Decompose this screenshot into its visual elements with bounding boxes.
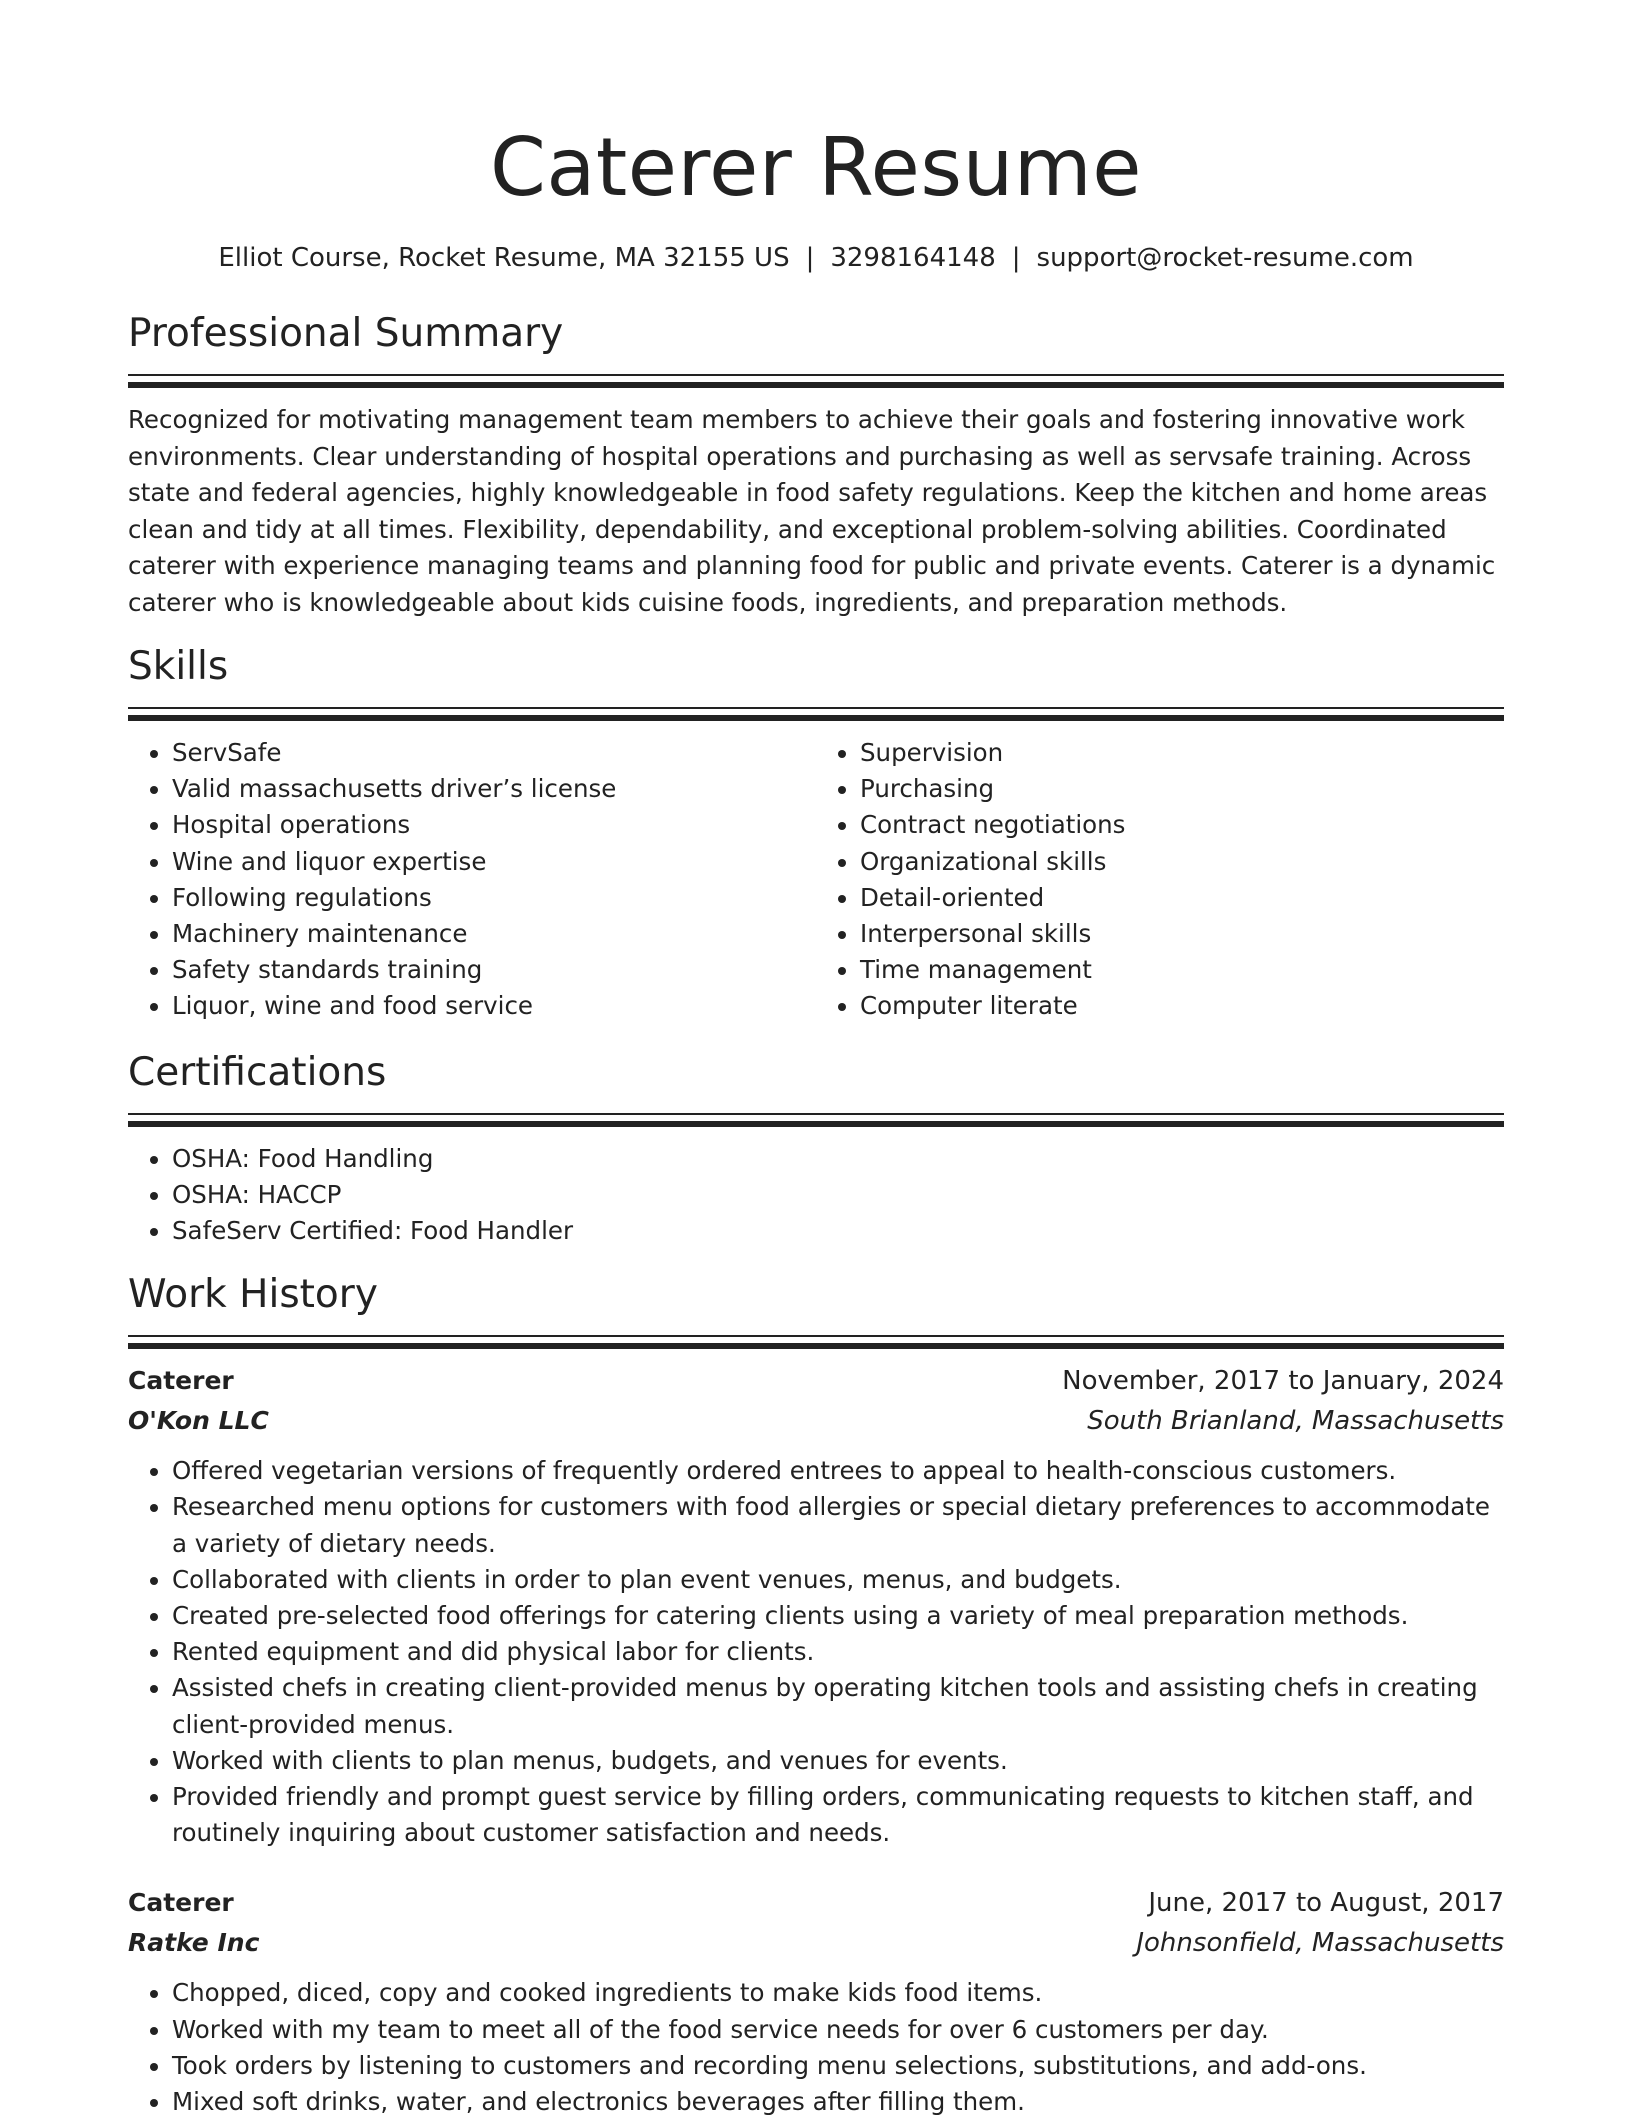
skills-grid (128, 735, 1504, 1025)
certifications-section (128, 1049, 1504, 1250)
skill-item: • Supervision (860, 735, 1504, 771)
skill-item: • Interpersonal skills (860, 916, 1504, 952)
job-bullet: • Worked with clients to plan menus, budgets, and venues for events. (172, 1743, 1504, 1779)
section-divider-thick (128, 1121, 1504, 1127)
section-divider (128, 1113, 1504, 1115)
job-bullet: • Rented equipment and did physical labor for clients. (172, 1634, 1504, 1670)
section-divider (128, 1335, 1504, 1337)
section-heading-skills: Skills (128, 644, 229, 689)
summary-section (128, 310, 1504, 621)
skills-section (128, 643, 1504, 1025)
skill-item: • Safety standards training (172, 952, 816, 988)
section-heading-work-history: Work History (128, 1272, 378, 1318)
job-header (128, 1361, 1504, 1401)
job-bullet: • Collaborated with clients in order to plan event venues, menus, and budgets. (172, 1562, 1504, 1598)
skill-item: • Hospital operations (172, 807, 816, 843)
job-bullets (128, 1975, 1504, 2120)
skill-item: • Computer literate (860, 988, 1504, 1024)
section-divider-thick (128, 382, 1504, 388)
job-dates: June, 2017 to August, 2017 (1148, 1888, 1504, 1919)
job-entry (128, 1361, 1504, 1851)
job-bullet: • Chopped, diced, copy and cooked ingredients to make kids food items. (172, 1975, 1504, 2011)
contact-phone: 3298164148 (830, 243, 996, 273)
skills-list-right (816, 735, 1504, 1025)
skill-item: • Wine and liquor expertise (172, 844, 816, 880)
job-bullet: • Researched menu options for customers with food allergies or special dietary preferences to accommodate a variety of dietary needs. (172, 1489, 1504, 1561)
job-dates: November, 2017 to January, 2024 (1062, 1366, 1504, 1397)
skill-item: • Organizational skills (860, 844, 1504, 880)
job-location: South Brianland, Massachusetts (1087, 1406, 1504, 1437)
skill-item: • Time management (860, 952, 1504, 988)
job-location: Johnsonfield, Massachusetts (1136, 1928, 1504, 1959)
job-company: O'Kon LLC (128, 1406, 269, 1436)
section-divider-thick (128, 1343, 1504, 1349)
job-subheader (128, 1923, 1504, 1963)
job-bullet: • Offered vegetarian versions of frequently ordered entrees to appeal to health-conscious customers. (172, 1453, 1504, 1489)
contact-address: Elliot Course, Rocket Resume, MA 32155 US (218, 243, 790, 273)
section-heading-summary: Professional Summary (128, 311, 564, 356)
skill-item: • Detail-oriented (860, 880, 1504, 916)
certification-item: • OSHA: HACCP (172, 1177, 1504, 1213)
job-title: Caterer (128, 1888, 234, 1918)
section-divider (128, 707, 1504, 709)
job-bullet: • Worked with my team to meet all of the food service needs for over 6 customers per day. (172, 2012, 1504, 2048)
contact-line (128, 240, 1504, 276)
job-bullet: • Provided friendly and prompt guest service by filling orders, communicating requests to kitchen staff, and routinely inquiring about customer satisfaction and needs. (172, 1779, 1504, 1851)
job-bullet: • Mixed soft drinks, water, and electronics beverages after filling them. (172, 2084, 1504, 2120)
skill-item: • Machinery maintenance (172, 916, 816, 952)
section-divider-thick (128, 715, 1504, 721)
skill-item: • ServSafe (172, 735, 816, 771)
job-title: Caterer (128, 1366, 234, 1396)
skill-item: • Liquor, wine and food service (172, 988, 816, 1024)
section-heading-certifications: Certifications (128, 1049, 387, 1095)
job-company: Ratke Inc (128, 1928, 260, 1958)
job-subheader (128, 1401, 1504, 1441)
skill-item: • Purchasing (860, 771, 1504, 807)
resume-page (128, 0, 1504, 2120)
job-bullet: • Created pre-selected food offerings for catering clients using a variety of meal preparation methods. (172, 1598, 1504, 1634)
job-entry (128, 1883, 1504, 2120)
skill-item: • Following regulations (172, 880, 816, 916)
resume-title: Caterer Resume (490, 121, 1142, 214)
job-header (128, 1883, 1504, 1923)
certification-item: • SafeServ Certified: Food Handler (172, 1213, 1504, 1249)
skill-item: • Contract negotiations (860, 807, 1504, 843)
contact-email: support@rocket-resume.com (1036, 243, 1414, 273)
section-divider (128, 374, 1504, 376)
skill-item: • Valid massachusetts driver’s license (172, 771, 816, 807)
certification-item: • OSHA: Food Handling (172, 1141, 1504, 1177)
job-bullet: • Assisted chefs in creating client-provided menus by operating kitchen tools and assisting chefs in creating client-provided menus. (172, 1670, 1504, 1742)
contact-separator: | (805, 243, 815, 273)
job-bullets (128, 1453, 1504, 1851)
job-bullet: • Took orders by listening to customers and recording menu selections, substitutions, and add-ons. (172, 2048, 1504, 2084)
certifications-list (128, 1141, 1504, 1250)
contact-separator: | (1011, 243, 1021, 273)
summary-text: Recognized for motivating management team members to achieve their goals and fostering innovative work environments. Clear understanding of hospital operations and purchasing as well as servsafe training. Across state and federal agencies, highly knowledgeable in food safety regulations. Keep the kitchen and home areas clean and tidy at all times. Flexibility, dependability, and exceptional problem-solving abilities. Coordinated caterer with experience managing teams and planning food for public and private events. Caterer is a dynamic caterer who is knowledgeable about kids cuisine foods, ingredients, and preparation methods. (128, 405, 1496, 617)
skills-list-left (128, 735, 816, 1025)
work-history-section (128, 1271, 1504, 2120)
